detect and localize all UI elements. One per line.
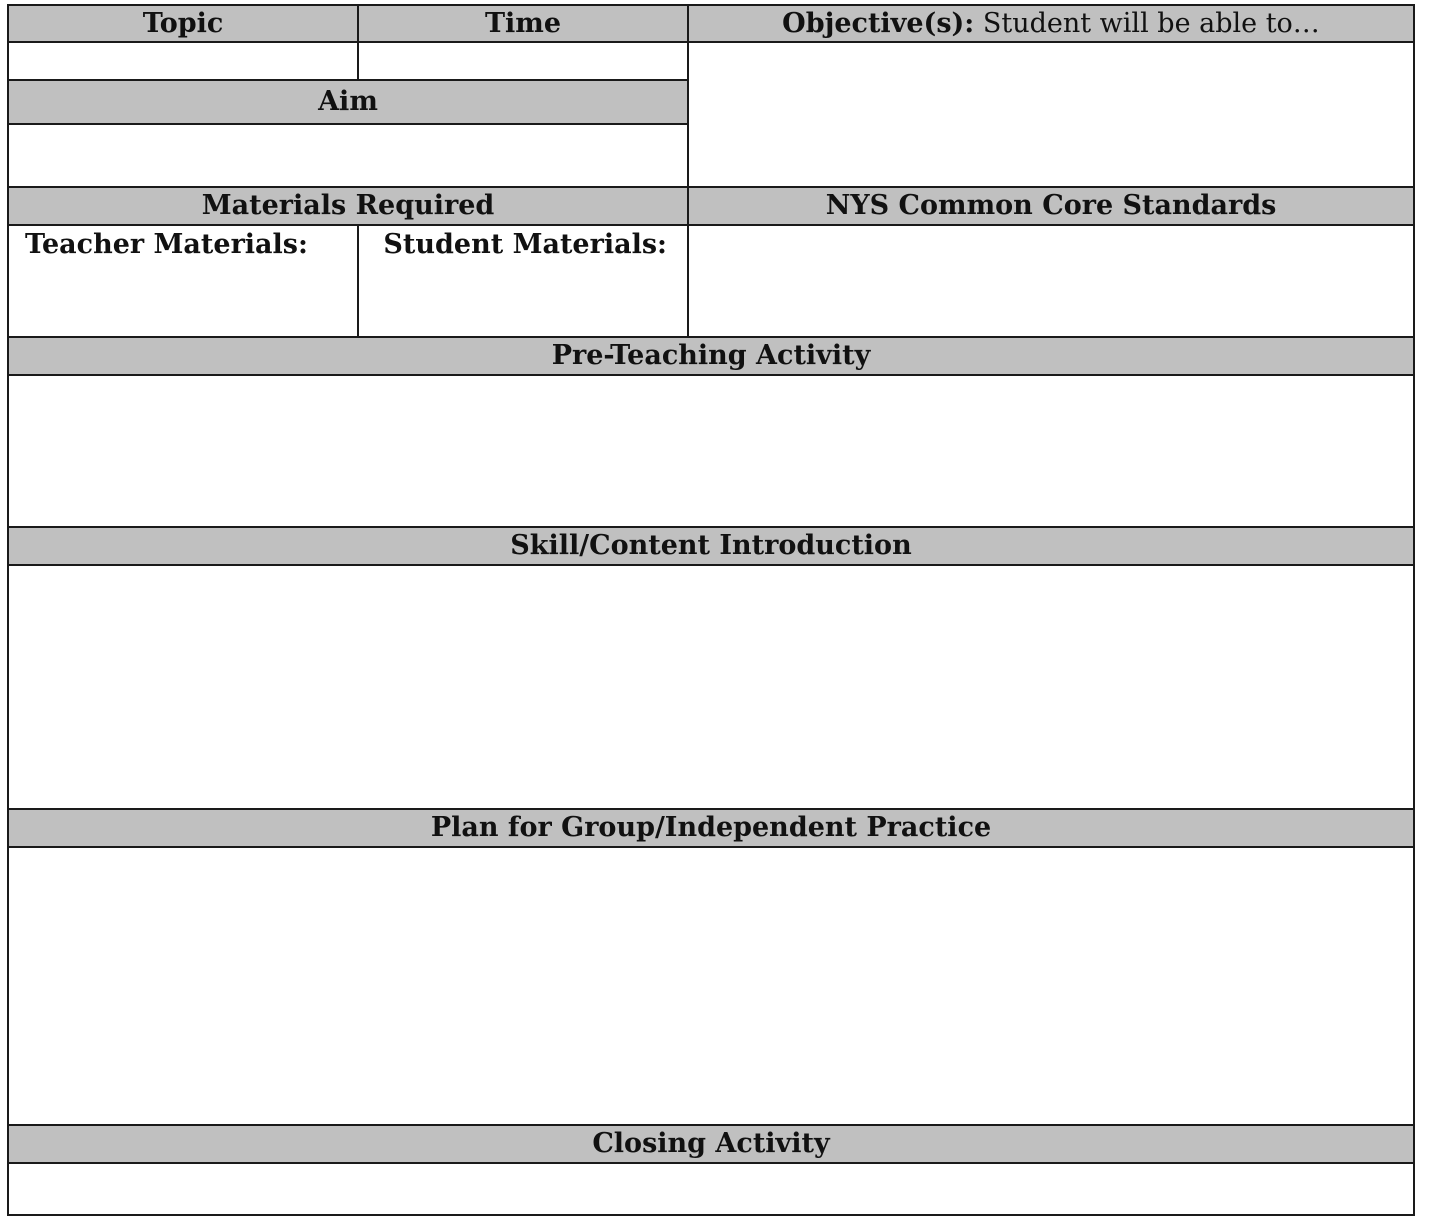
closing-header <box>8 1125 1414 1163</box>
practice-label: Plan for Group/Independent Practice <box>430 812 992 843</box>
objective-label: Objective(s): <box>782 7 975 39</box>
closing-label: Closing Activity <box>592 1128 830 1159</box>
teacher-materials-field[interactable] <box>8 225 358 337</box>
materials-label: Materials Required <box>201 190 495 221</box>
pre-teaching-label: Pre-Teaching Activity <box>551 340 871 371</box>
skill-intro-header <box>8 527 1414 565</box>
teacher-materials-label: Teacher Materials: <box>25 229 308 260</box>
student-materials-label: Student Materials: <box>383 229 667 260</box>
pre-teaching-field[interactable] <box>8 375 1414 527</box>
closing-field[interactable] <box>8 1163 1414 1215</box>
time-label: Time <box>484 7 562 39</box>
standards-field[interactable] <box>688 225 1414 337</box>
practice-field[interactable] <box>8 847 1414 1125</box>
time-field[interactable] <box>358 42 688 80</box>
topic-label: Topic <box>142 7 224 39</box>
topic-field[interactable] <box>8 42 358 80</box>
skill-intro-field[interactable] <box>8 565 1414 809</box>
student-materials-field[interactable] <box>358 225 688 337</box>
objective-header <box>688 5 1414 42</box>
aim-field[interactable] <box>8 124 688 187</box>
aim-header <box>8 80 688 124</box>
topic-header <box>8 5 358 42</box>
practice-header <box>8 809 1414 847</box>
standards-label: NYS Common Core Standards <box>825 190 1277 221</box>
lesson-plan-table <box>7 4 1415 1216</box>
pre-teaching-header <box>8 337 1414 375</box>
objective-field[interactable] <box>688 42 1414 187</box>
time-header <box>358 5 688 42</box>
aim-label: Aim <box>318 86 378 117</box>
materials-header <box>8 187 688 225</box>
standards-header <box>688 187 1414 225</box>
objective-hint: Student will be able to… <box>974 7 1320 39</box>
skill-intro-label: Skill/Content Introduction <box>510 530 912 561</box>
